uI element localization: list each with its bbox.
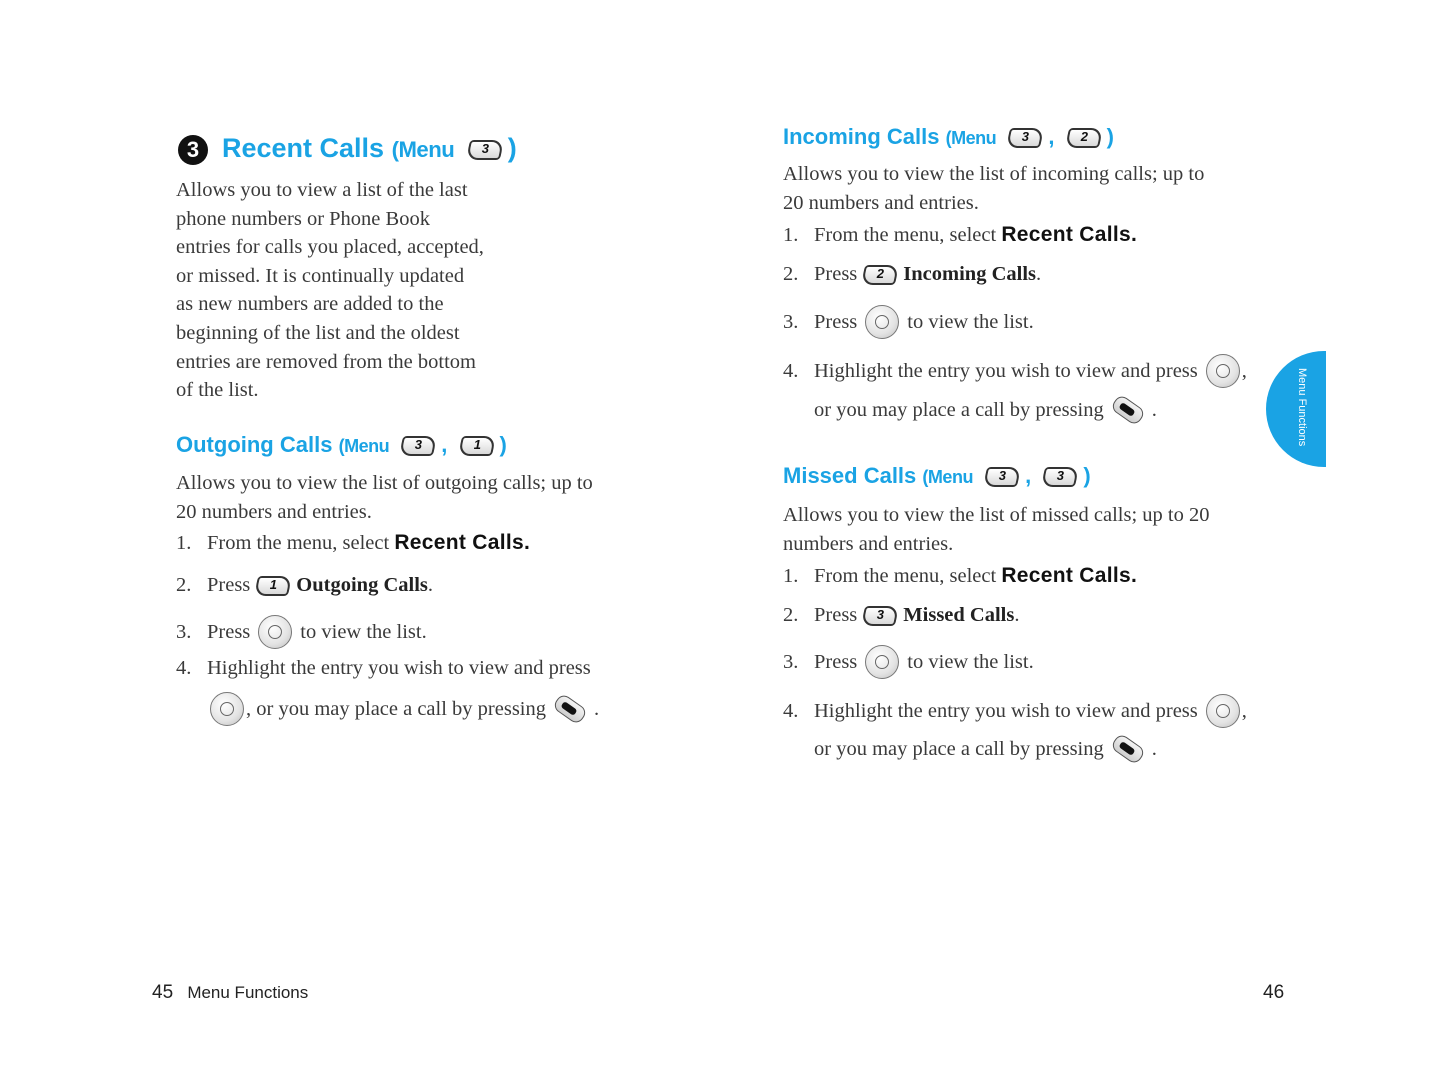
right-page-number: 46 — [1263, 982, 1285, 1003]
incoming-step-1: 1. From the menu, select Recent Calls. — [783, 223, 1138, 246]
key-3-icon: 3 — [466, 140, 504, 160]
intro-paragraph — [176, 176, 536, 405]
left-page-number: 45 — [152, 982, 174, 1003]
missed-description: Allows you to view the list of missed calls; up to 20 numbers and entries. — [783, 504, 1210, 555]
ok-key-icon — [1206, 694, 1240, 728]
send-key-icon — [1110, 396, 1146, 424]
key-3-icon: 3 — [983, 467, 1021, 487]
intro-line: Allows you to view a list of the last — [176, 179, 468, 201]
missed-step-2: 2. Press 3 Missed Calls . — [783, 604, 1020, 626]
intro-line: phone numbers or Phone Book — [176, 207, 430, 230]
send-key-icon — [1110, 735, 1146, 763]
ok-key-icon — [210, 692, 244, 726]
intro-line: as new numbers are added to the — [176, 293, 444, 316]
left-footer-label: Menu Functions — [187, 983, 309, 1002]
missed-calls-heading: Missed Calls (Menu 3 , 3 ) — [783, 463, 1091, 488]
key-2-icon: 2 — [1064, 128, 1102, 148]
missed-step-4: 4. Highlight the entry you wish to view and press , — [783, 694, 1247, 728]
ok-key-icon — [258, 615, 292, 649]
ok-key-icon — [865, 305, 899, 339]
intro-line: or missed. It is continually updated — [176, 264, 465, 287]
outgoing-calls-heading: Outgoing Calls (Menu 3 , 1 ) — [176, 432, 507, 457]
key-3-icon: 3 — [1006, 128, 1044, 148]
missed-step-4-cont: or you may place a call by pressing . — [814, 735, 1157, 763]
intro-line: of the list. — [176, 379, 259, 402]
key-3-icon: 3 — [1041, 467, 1079, 487]
intro-line: entries are removed from the bottom — [176, 350, 476, 373]
section-title-menu: (Menu — [391, 137, 455, 162]
incoming-step-4-cont: or you may place a call by pressing . — [814, 396, 1157, 424]
incoming-step-3: 3. Press to view the list. — [783, 305, 1034, 339]
incoming-calls-heading: Incoming Calls (Menu 3 , 2 ) — [783, 124, 1114, 149]
outgoing-description: Allows you to view the list of outgoing calls; up to 20 numbers and entries. — [176, 472, 593, 523]
key-1-icon: 1 — [457, 436, 495, 456]
outgoing-step-3: 3. Press to view the list. — [176, 615, 427, 649]
ok-key-icon — [1206, 354, 1240, 388]
outgoing-step-2: 2. Press 1 Outgoing Calls . — [176, 574, 433, 596]
section-title: 3 Recent Calls (Menu 3 ) — [178, 133, 517, 165]
outgoing-step-4: 4. Highlight the entry you wish to view and press — [176, 657, 591, 679]
ok-key-icon — [865, 645, 899, 679]
intro-line: beginning of the list and the oldest — [176, 321, 460, 344]
incoming-description: Allows you to view the list of incoming calls; up to 20 numbers and entries. — [783, 163, 1205, 214]
incoming-step-2: 2. Press 2 Incoming Calls . — [783, 263, 1042, 285]
intro-line: entries for calls you placed, accepted, — [176, 236, 484, 259]
outgoing-step-1: 1. From the menu, select Recent Calls. — [176, 531, 531, 554]
missed-step-1: 1. From the menu, select Recent Calls. — [783, 564, 1138, 587]
key-1-icon: 1 — [254, 576, 292, 596]
left-footer — [152, 982, 308, 1004]
section-number-badge: 3 — [178, 135, 208, 165]
key-2-icon: 2 — [861, 265, 899, 285]
incoming-step-4: 4. Highlight the entry you wish to view and press , — [783, 354, 1247, 388]
missed-step-3: 3. Press to view the list. — [783, 645, 1034, 679]
side-tab-label: Menu Functions — [1296, 368, 1308, 447]
outgoing-step-4-cont: , or you may place a call by pressing . — [207, 692, 599, 726]
send-key-icon — [552, 695, 588, 723]
key-3-icon: 3 — [399, 436, 437, 456]
key-3-icon: 3 — [861, 606, 899, 626]
section-title-text: Recent Calls — [222, 133, 385, 163]
